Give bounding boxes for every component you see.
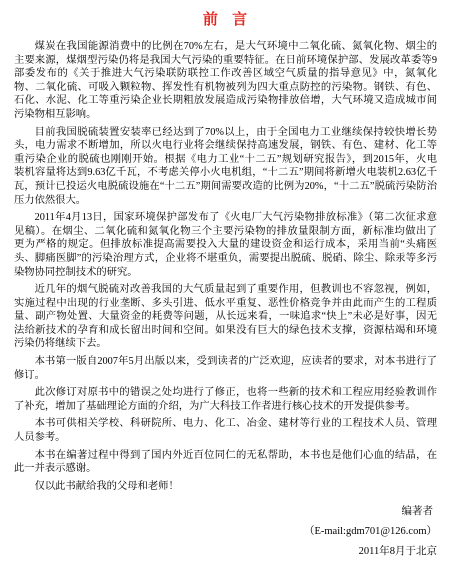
paragraph-line: 瓦，预计已投运火电脱硫设施在“十二五”期间需要改造的比例为20%，“十二五”脱硫污染防治 bbox=[14, 180, 437, 192]
paragraph-line: 量、副产物处置、大量资金的耗费等问题，从长远来看，一味追求“快上”未必是好事，因无 bbox=[14, 311, 437, 323]
paragraph-6 bbox=[14, 386, 437, 413]
paragraph-line: 石化、水泥、化工等重污染企业长期粗放发展造成污染物排放倍增，大气环境又造成城市间 bbox=[14, 95, 437, 107]
paragraph-line: 本书在编著过程中得到了国内外近百位同仁的无私帮助，本书也是他们心血的结晶，在 bbox=[34, 449, 437, 461]
paragraph-line: 2011年4月13日，国家环境保护部发布了《火电厂大气污染物排放标准》（第二次征求意 bbox=[34, 212, 437, 224]
paragraph-line: 重污染企业的脱硫也刚刚开始。根据《电力工业“十二五”规划研究报告》，到2015年，火电 bbox=[14, 153, 437, 165]
paragraph-line: 仅以此书献给我的父母和老师！ bbox=[34, 480, 179, 492]
page-title: 前 言 bbox=[202, 10, 248, 28]
paragraph-8 bbox=[14, 449, 437, 476]
signature-block bbox=[217, 502, 437, 562]
paragraph-line: 部委发布的《关于推进大气污染联防联控工作改善区域空气质量的指导意见》中，氮氧化 bbox=[14, 68, 437, 80]
paragraph-line: 此一并表示感谢。 bbox=[14, 463, 97, 475]
paragraph-line: 染物协同控制技术的研究。 bbox=[14, 266, 138, 278]
preface-body bbox=[14, 40, 437, 497]
paragraph-line: 了补充，增加了基础理论方面的介绍，为广大科技工作者进行核心技术的开发提供参考。 bbox=[14, 400, 416, 412]
paragraph-line: 本书第一版自2007年5月出版以来，受到读者的广泛欢迎，应读者的要求，对本书进行了 bbox=[34, 356, 437, 368]
paragraph-line: 人员参考。 bbox=[14, 432, 66, 444]
paragraph-line: 法给新技术的孕育和成长留出时间和空间。如果没有巨大的绿色技术支撑，资源枯竭和环境 bbox=[14, 324, 437, 336]
paragraph-line: 实施过程中出现的行业垄断、多头引进、低水平重复、恶性价格竞争并由此而产生的工程质 bbox=[14, 297, 437, 309]
paragraph-line: 主要来源，煤烟型污染仍将是我国大气污染的重要特征。在日前环境保护部、发展改革委等9 bbox=[14, 54, 437, 66]
paragraph-line: 头、脚痛医脚”的污染治理方式，企业将不堪重负，需要提出脱硫、脱硝、除尘、除汞等多污 bbox=[14, 252, 437, 264]
paragraph-line: 更为严格的规定。但排放标准提高需要投入大量的建设资金和运行成本，采用当前“头痛医 bbox=[14, 239, 437, 251]
paragraph-line: 本书可供相关学校、科研院所、电力、化工、冶金、建材等行业的工程技术人员、管理 bbox=[34, 418, 437, 430]
paragraph-9-dedication bbox=[14, 480, 437, 494]
paragraph-line: 装机容量将达到9.63亿千瓦，不考虑关停小火电机组，“十二五”期间将新增火电装机2.63亿千 bbox=[14, 167, 437, 179]
paragraph-line: 此次修订对原书中的错误之处均进行了修正，也将一些新的技术和工程应用经验教训作 bbox=[34, 387, 437, 399]
paragraph-3 bbox=[14, 211, 437, 279]
paragraph-line: 目前我国脱硫装置安装率已经达到了70%以上，由于全国电力工业继续保持较快增长势 bbox=[34, 126, 437, 138]
paragraph-7 bbox=[14, 417, 437, 444]
paragraph-line: 压力依然很大。 bbox=[14, 194, 87, 206]
paragraph-line: 见稿）。在烟尘、二氧化硫和氮氧化物三个主要污染物的排放量限制方面，新标准均做出了 bbox=[14, 225, 437, 237]
paragraph-line: 污染物相互影响。 bbox=[14, 108, 97, 120]
signature-date: 2011年8月于北京 bbox=[358, 546, 437, 557]
paragraph-1 bbox=[14, 40, 437, 122]
paragraph-5 bbox=[14, 355, 437, 382]
author-signature: 编著者 bbox=[401, 506, 433, 517]
paragraph-2 bbox=[14, 126, 437, 208]
paragraph-4 bbox=[14, 283, 437, 351]
paragraph-line: 近几年的烟气脱硫对改善我国的大气质量起到了重要作用，但教训也不容忽视，例如， bbox=[34, 284, 437, 296]
paragraph-line: 物、二氧化硫、可吸入颗粒物、挥发性有机物被列为四大重点防控的污染物。钢铁、有色、 bbox=[14, 81, 437, 93]
paragraph-line: 修订。 bbox=[14, 369, 45, 381]
paragraph-line: 头，电力需求不断增加，所以火电行业将会继续保持高速发展，钢铁、有色、建材、化工等 bbox=[14, 140, 437, 152]
author-email: （E-mail:gdm701@126.com） bbox=[303, 526, 437, 537]
paragraph-line: 煤炭在我国能源消费中的比例在70%左右，是大气环境中二氧化硫、氮氧化物、烟尘的 bbox=[34, 41, 437, 52]
paragraph-line: 污染仍将继续下去。 bbox=[14, 338, 107, 350]
